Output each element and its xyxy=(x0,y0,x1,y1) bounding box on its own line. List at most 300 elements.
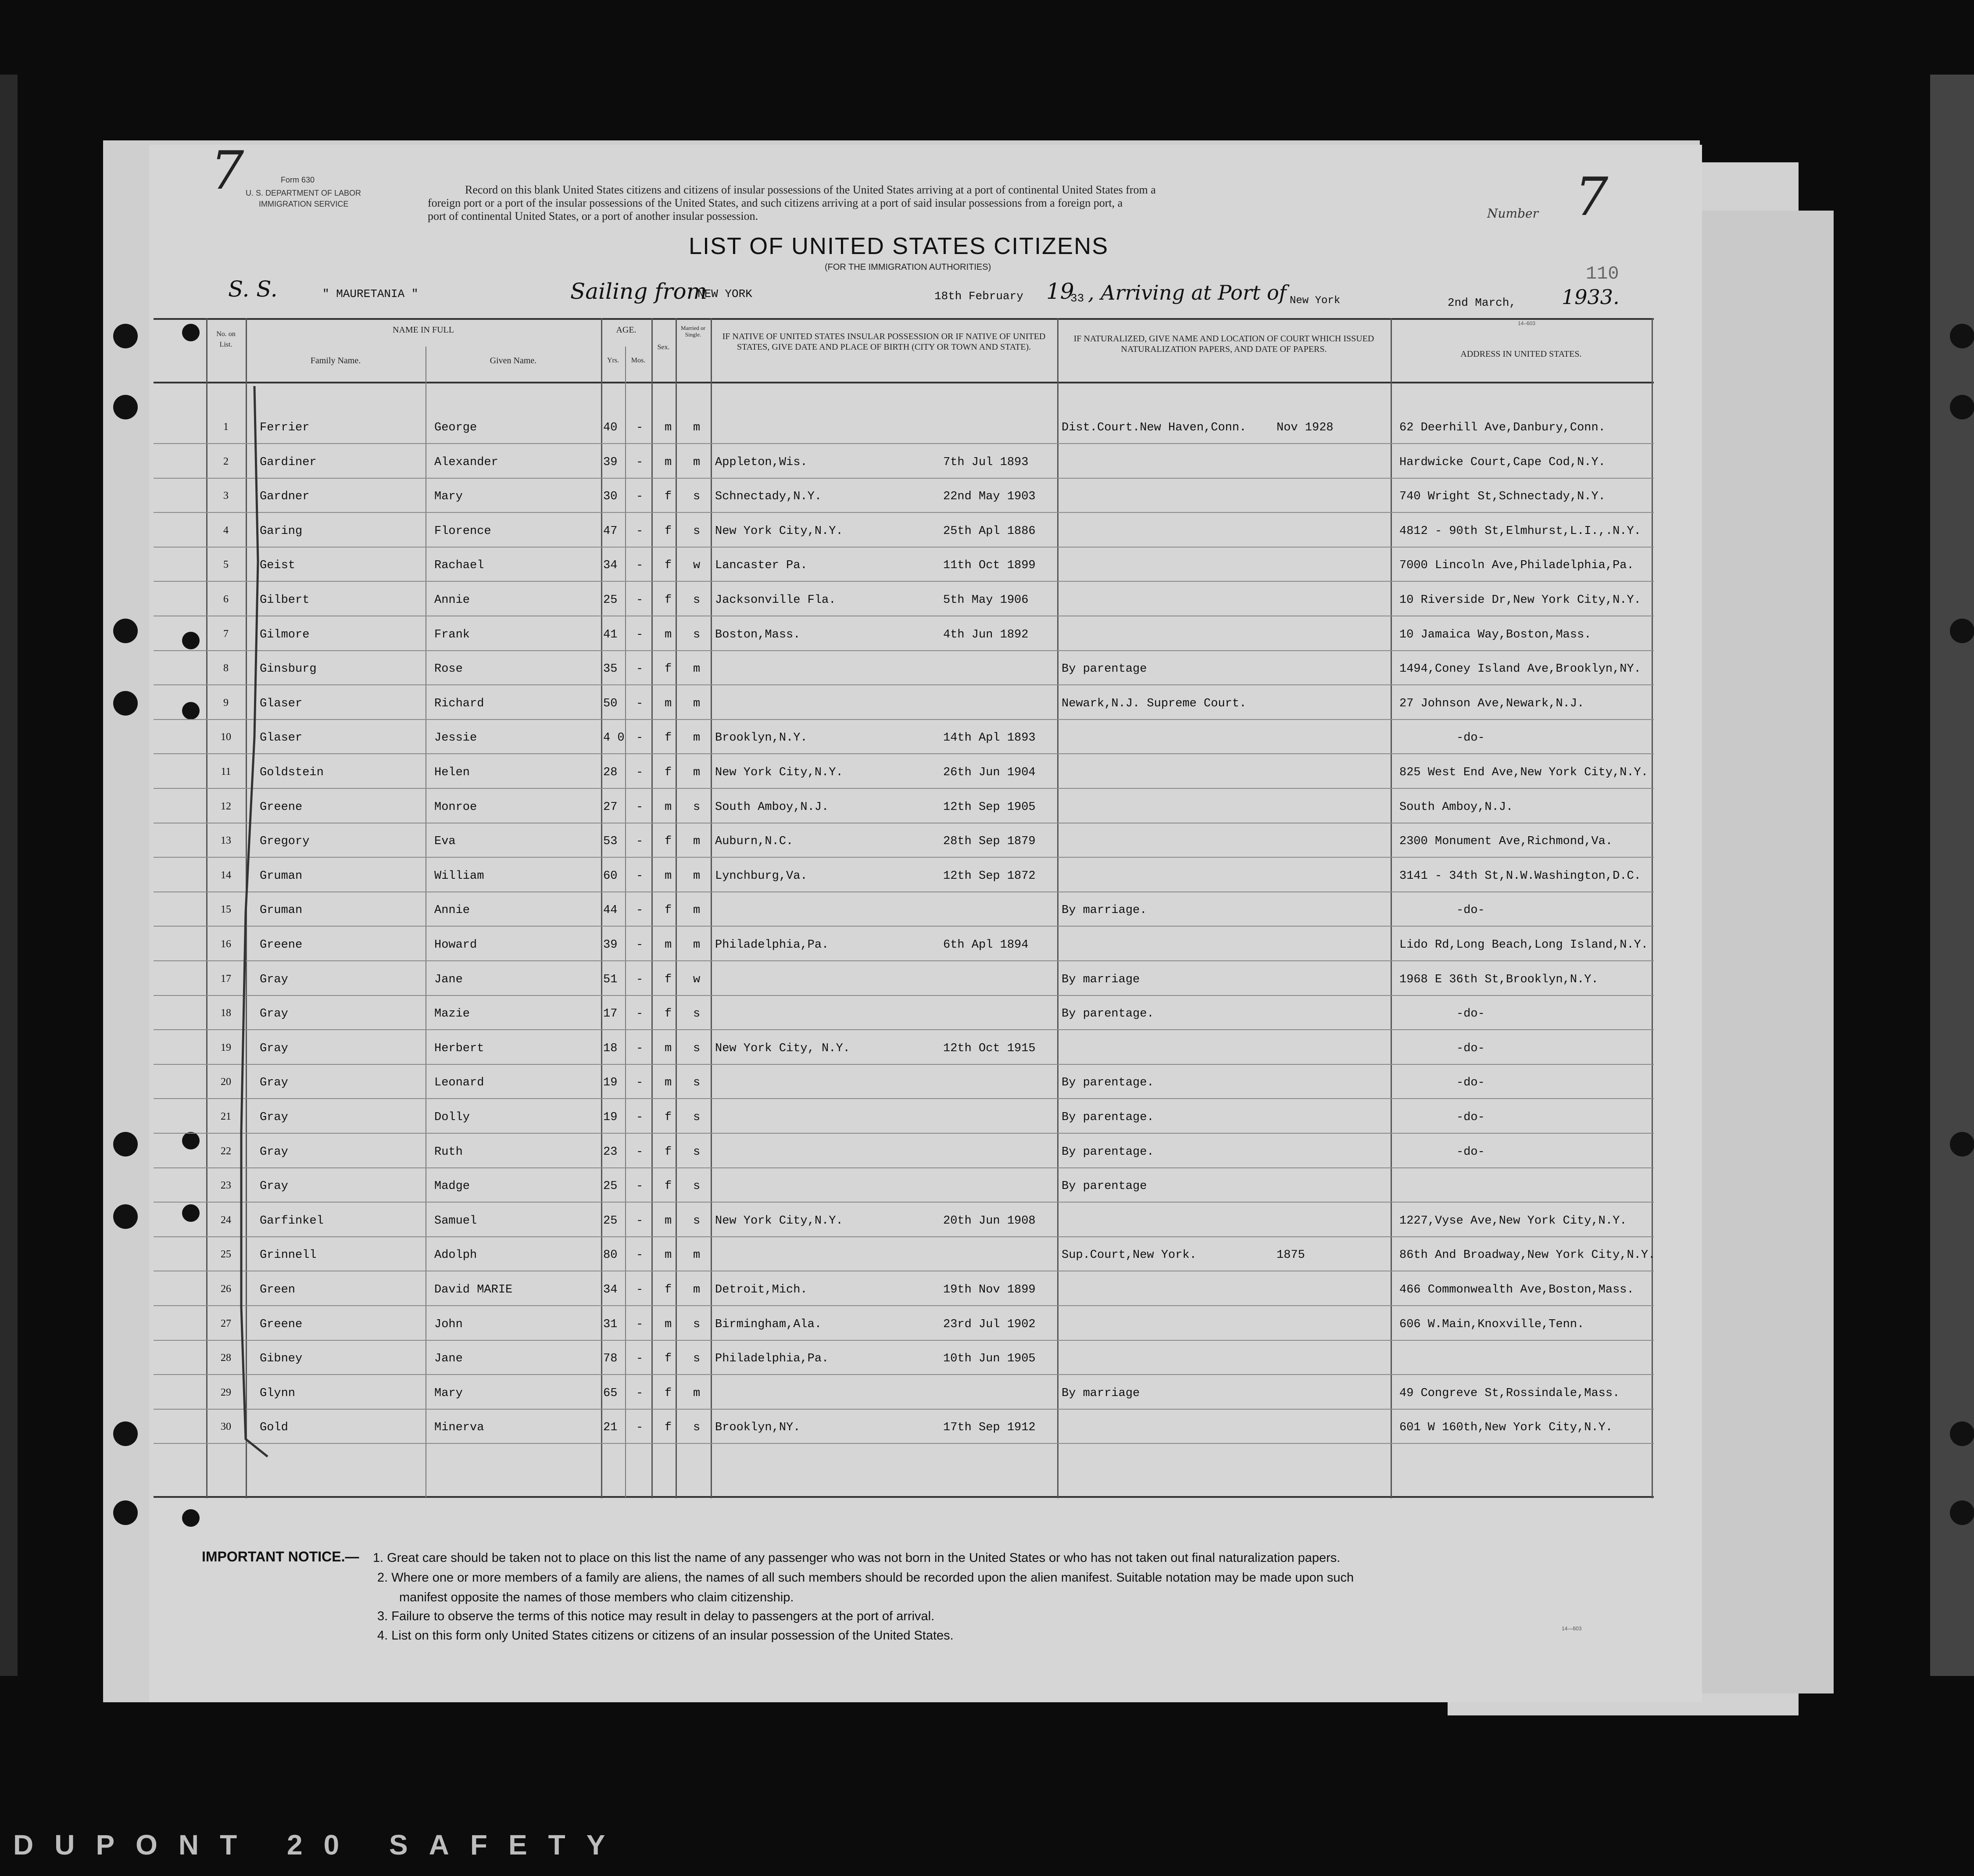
birth-place: Jacksonville Fla. xyxy=(715,594,836,607)
address: 825 West End Ave,New York City,N.Y. xyxy=(1399,766,1649,779)
arrival-date: 2nd March, xyxy=(1448,296,1516,309)
family-name: Green xyxy=(260,1283,296,1296)
family-name: Gray xyxy=(260,1076,288,1090)
birth-place: South Amboy,N.J. xyxy=(715,800,829,814)
marital-status: s xyxy=(693,1076,701,1090)
row-number: 8 xyxy=(223,662,229,674)
age-months: - xyxy=(636,1317,644,1331)
family-name: Gray xyxy=(260,1007,288,1021)
table-row xyxy=(154,581,1654,582)
row-number: 7 xyxy=(223,628,229,640)
given-name: Madge xyxy=(434,1180,470,1193)
ship-name: " MAURETANIA " xyxy=(322,287,418,301)
notice-item: 4. List on this form only United States citizens or citizens of an insular possession of the United States. xyxy=(377,1629,954,1643)
naturalization: By parentage. xyxy=(1062,1145,1154,1159)
sex: f xyxy=(665,766,672,779)
marital-status: m xyxy=(693,421,701,434)
marital-status: w xyxy=(693,973,701,986)
marital-status: s xyxy=(693,1180,701,1193)
address: 1494,Coney Island Ave,Brooklyn,NY. xyxy=(1399,662,1641,676)
row-number: 24 xyxy=(221,1214,231,1226)
age-months: - xyxy=(636,490,644,504)
marital-status: m xyxy=(693,938,701,952)
birth-place: New York City,N.Y. xyxy=(715,524,843,538)
table-row xyxy=(154,650,1654,651)
table-row xyxy=(154,443,1654,444)
notice-item: 2. Where one or more members of a family are aliens, the names of all such members should be recorded upon the alien manifest. Suitable notation may be made upon such xyxy=(377,1571,1354,1585)
row-number: 20 xyxy=(221,1076,231,1088)
birth-date: 12th Sep 1872 xyxy=(943,869,1036,883)
family-name: Gilmore xyxy=(260,628,310,641)
column-divider xyxy=(625,347,626,1498)
header-family-name: Family Name. xyxy=(310,356,361,365)
family-name: Gruman xyxy=(260,904,303,917)
row-number: 2 xyxy=(223,455,229,467)
notice-item: 3. Failure to observe the terms of this notice may result in delay to passengers at the port of arrival. xyxy=(377,1609,935,1623)
family-name: Gray xyxy=(260,1180,288,1193)
punch-hole xyxy=(1950,1132,1974,1156)
sex: m xyxy=(665,800,672,814)
header-months: Mos. xyxy=(631,357,646,364)
margin-pen-line xyxy=(193,386,281,1465)
punch-hole xyxy=(113,1204,138,1229)
marital-status: m xyxy=(693,766,701,779)
family-name: Gruman xyxy=(260,869,303,883)
document-page-front xyxy=(149,145,1702,1702)
row-number: 28 xyxy=(221,1352,231,1364)
punch-hole xyxy=(182,1509,200,1527)
row-number: 27 xyxy=(221,1317,231,1329)
marital-status: s xyxy=(693,1007,701,1021)
table-row xyxy=(154,512,1654,513)
family-name: Goldstein xyxy=(260,766,324,779)
age-years: 19 xyxy=(603,1111,618,1124)
given-name: Helen xyxy=(434,766,470,779)
notice-label: IMPORTANT NOTICE.— xyxy=(202,1549,359,1565)
sex: f xyxy=(665,1007,672,1021)
row-number: 30 xyxy=(221,1421,231,1433)
sex: m xyxy=(665,1042,672,1055)
marital-status: s xyxy=(693,628,701,641)
instruction-line: Record on this blank United States citizens and citizens of insular possessions of the United States arriving at a port of continental United States from a xyxy=(465,183,1156,196)
age-months: - xyxy=(636,662,644,676)
birth-date: 12th Sep 1905 xyxy=(943,800,1036,814)
age-months: - xyxy=(636,1249,644,1262)
age-years: 53 xyxy=(603,835,618,848)
age-years: 21 xyxy=(603,1421,618,1435)
sex: m xyxy=(665,628,672,641)
age-years: 28 xyxy=(603,766,618,779)
birth-place: Boston,Mass. xyxy=(715,628,801,641)
table-row xyxy=(154,1305,1654,1306)
header-name-in-full: NAME IN FULL xyxy=(393,325,454,335)
sex: f xyxy=(665,1386,672,1400)
row-number: 22 xyxy=(221,1145,231,1157)
sex: f xyxy=(665,731,672,745)
birth-date: 25th Apl 1886 xyxy=(943,524,1036,538)
number-label: Number xyxy=(1487,206,1538,221)
column-divider xyxy=(1057,318,1059,1498)
given-name: Mary xyxy=(434,490,463,504)
arrival-port: New York xyxy=(1290,295,1341,307)
sex: f xyxy=(665,1145,672,1159)
given-name: Mary xyxy=(434,1386,463,1400)
address: 62 Deerhill Ave,Danbury,Conn. xyxy=(1399,421,1606,434)
given-name: Leonard xyxy=(434,1076,484,1090)
age-months: - xyxy=(636,731,644,745)
address: -do- xyxy=(1456,904,1485,917)
row-number: 21 xyxy=(221,1111,231,1122)
column-divider xyxy=(1391,318,1392,1498)
row-number: 10 xyxy=(221,731,231,743)
birth-place: Auburn,N.C. xyxy=(715,835,794,848)
age-years: 34 xyxy=(603,559,618,573)
table-row xyxy=(154,1064,1654,1065)
sex: m xyxy=(665,869,672,883)
naturalization: By parentage xyxy=(1062,1180,1147,1193)
birth-date: 22nd May 1903 xyxy=(943,490,1036,504)
given-name: William xyxy=(434,869,484,883)
family-name: Gray xyxy=(260,1042,288,1055)
marital-status: s xyxy=(693,1214,701,1228)
marital-status: m xyxy=(693,1249,701,1262)
sex: m xyxy=(665,938,672,952)
given-name: Monroe xyxy=(434,800,477,814)
sex: f xyxy=(665,904,672,917)
naturalization-date: 1875 xyxy=(1277,1249,1305,1262)
age-years: 65 xyxy=(603,1386,618,1400)
row-number: 23 xyxy=(221,1180,231,1192)
given-name: Alexander xyxy=(434,455,498,469)
column-divider xyxy=(1652,318,1653,1498)
punch-hole xyxy=(1950,1500,1974,1525)
table-header-rule xyxy=(154,382,1654,383)
age-years: 80 xyxy=(603,1249,618,1262)
table-row xyxy=(154,1236,1654,1237)
marital-status: s xyxy=(693,490,701,504)
table-row xyxy=(154,1374,1654,1375)
birth-date: 10th Jun 1905 xyxy=(943,1352,1036,1366)
table-row xyxy=(154,926,1654,927)
age-years: 41 xyxy=(603,628,618,641)
table-row xyxy=(154,1443,1654,1444)
table-top-rule xyxy=(154,318,1654,320)
age-years: 19 xyxy=(603,1076,618,1090)
family-name: Geist xyxy=(260,559,296,573)
birth-date: 28th Sep 1879 xyxy=(943,835,1036,848)
row-number: 12 xyxy=(221,800,231,812)
address: -do- xyxy=(1456,1111,1485,1124)
age-years: 39 xyxy=(603,455,618,469)
age-months: - xyxy=(636,1214,644,1228)
age-years: 47 xyxy=(603,524,618,538)
age-months: - xyxy=(636,421,644,434)
row-number: 4 xyxy=(223,524,229,536)
given-name: Rose xyxy=(434,662,463,676)
birth-place: Detroit,Mich. xyxy=(715,1283,808,1296)
given-name: David MARIE xyxy=(434,1283,513,1296)
marital-status: s xyxy=(693,1042,701,1055)
film-edge xyxy=(0,1803,1974,1876)
family-name: Ginsburg xyxy=(260,662,317,676)
birth-date: 26th Jun 1904 xyxy=(943,766,1036,779)
address: 606 W.Main,Knoxville,Tenn. xyxy=(1399,1317,1584,1331)
arrival-year: 1933. xyxy=(1562,285,1620,309)
age-months: - xyxy=(636,455,644,469)
marital-status: s xyxy=(693,1145,701,1159)
sex: f xyxy=(665,524,672,538)
family-name: Gardner xyxy=(260,490,310,504)
punch-hole xyxy=(113,1500,138,1525)
footer-code: 14—603 xyxy=(1562,1625,1582,1632)
table-row xyxy=(154,1409,1654,1410)
header-no-on-list: No. on List. xyxy=(216,330,236,348)
punch-hole xyxy=(113,619,138,643)
given-name: Herbert xyxy=(434,1042,484,1055)
age-years: 31 xyxy=(603,1317,618,1331)
age-years: 27 xyxy=(603,800,618,814)
age-years: 25 xyxy=(603,1180,618,1193)
marital-status: m xyxy=(693,1386,701,1400)
table-row xyxy=(154,1098,1654,1099)
punch-hole xyxy=(113,1421,138,1446)
sex: m xyxy=(665,1214,672,1228)
given-name: Adolph xyxy=(434,1249,477,1262)
age-years: 25 xyxy=(603,594,618,607)
table-row xyxy=(154,1133,1654,1134)
address: 86th And Broadway,New York City,N.Y. xyxy=(1399,1249,1656,1262)
family-name: Garing xyxy=(260,524,303,538)
age-months: - xyxy=(636,1111,644,1124)
table-row xyxy=(154,684,1654,685)
row-number: 29 xyxy=(221,1386,231,1398)
marital-status: m xyxy=(693,455,701,469)
age-years: 39 xyxy=(603,938,618,952)
address: 27 Johnson Ave,Newark,N.J. xyxy=(1399,697,1584,710)
sex: f xyxy=(665,1111,672,1124)
age-years: 17 xyxy=(603,1007,618,1021)
sex: m xyxy=(665,421,672,434)
header-age: AGE. xyxy=(616,325,637,335)
address: -do- xyxy=(1456,1042,1485,1055)
header-naturalized: IF NATURALIZED, GIVE NAME AND LOCATION OF COURT WHICH ISSUED NATURALIZATION PAPERS, AND DATE OF PAPERS. xyxy=(1073,334,1374,354)
row-number: 18 xyxy=(221,1007,231,1019)
row-number: 13 xyxy=(221,835,231,847)
age-months: - xyxy=(636,1145,644,1159)
naturalization: By marriage xyxy=(1062,973,1140,986)
age-months: - xyxy=(636,800,644,814)
age-months: - xyxy=(636,524,644,538)
sex: m xyxy=(665,1317,672,1331)
departure-date: 18th February xyxy=(934,290,1023,303)
row-number: 6 xyxy=(223,594,229,605)
header-birth: IF NATIVE OF UNITED STATES INSULAR POSSESSION OR IF NATIVE OF UNITED STATES, GIVE DATE AND PLACE OF BIRTH (CITY OR TOWN AND STATE). xyxy=(722,332,1046,352)
naturalization: By parentage xyxy=(1062,662,1147,676)
given-name: Annie xyxy=(434,594,470,607)
family-name: Greene xyxy=(260,800,303,814)
given-name: Florence xyxy=(434,524,491,538)
birth-date: 11th Oct 1899 xyxy=(943,559,1036,573)
age-months: - xyxy=(636,1180,644,1193)
marital-status: s xyxy=(693,1421,701,1435)
given-name: Jane xyxy=(434,1352,463,1366)
marital-status: w xyxy=(693,559,701,573)
table-row xyxy=(154,719,1654,720)
naturalization: Sup.Court,New York. xyxy=(1062,1249,1197,1262)
row-number: 26 xyxy=(221,1283,231,1295)
birth-place: Philadelphia,Pa. xyxy=(715,938,829,952)
family-name: Gibney xyxy=(260,1352,303,1366)
given-name: Richard xyxy=(434,697,484,710)
family-name: Gilbert xyxy=(260,594,310,607)
age-months: - xyxy=(636,628,644,641)
page-title: LIST OF UNITED STATES CITIZENS xyxy=(689,233,1109,259)
age-years: 50 xyxy=(603,697,618,710)
header-given-name: Given Name. xyxy=(490,356,537,365)
birth-date: 17th Sep 1912 xyxy=(943,1421,1036,1435)
table-row xyxy=(154,547,1654,548)
family-name: Grinnell xyxy=(260,1249,317,1262)
table-row xyxy=(154,1340,1654,1341)
arriving-label: , Arriving at Port of xyxy=(1088,281,1287,304)
row-number: 15 xyxy=(221,904,231,916)
marital-status: m xyxy=(693,662,701,676)
table-row xyxy=(154,788,1654,789)
sex: f xyxy=(665,559,672,573)
film-strip-left xyxy=(0,75,18,1676)
naturalization: By parentage. xyxy=(1062,1007,1154,1021)
instruction-line: port of continental United States, or a port of another insular possession. xyxy=(428,210,758,222)
age-months: - xyxy=(636,1076,644,1090)
given-name: Jane xyxy=(434,973,463,986)
given-name: Jessie xyxy=(434,731,477,745)
table-row xyxy=(154,753,1654,754)
birth-place: New York City, N.Y. xyxy=(715,1042,850,1055)
table-row xyxy=(154,891,1654,892)
birth-place: Lynchburg,Va. xyxy=(715,869,808,883)
age-months: - xyxy=(636,559,644,573)
back-sheet-edge xyxy=(1693,211,1834,1693)
sex: f xyxy=(665,594,672,607)
row-number: 3 xyxy=(223,490,229,502)
header-years: Yrs. xyxy=(607,357,619,364)
year-suffix: 33 xyxy=(1070,292,1084,305)
punch-hole xyxy=(1950,1421,1974,1446)
naturalization: By marriage xyxy=(1062,1386,1140,1400)
instruction-line: foreign port or a port of the insular possessions of the United States, and such citizens arriving at a port of said insular possessions from a foreign port, a xyxy=(428,197,1123,209)
age-months: - xyxy=(636,1283,644,1296)
table-row xyxy=(154,857,1654,858)
naturalization-date: Nov 1928 xyxy=(1277,421,1334,434)
address: 10 Jamaica Way,Boston,Mass. xyxy=(1399,628,1591,641)
address: 601 W 160th,New York City,N.Y. xyxy=(1399,1421,1613,1435)
age-months: - xyxy=(636,697,644,710)
table-row xyxy=(154,478,1654,479)
family-name: Greene xyxy=(260,1317,303,1331)
birth-date: 23rd Jul 1902 xyxy=(943,1317,1036,1331)
address: 4812 - 90th St,Elmhurst,L.I.,.N.Y. xyxy=(1399,524,1641,538)
table-bottom-rule xyxy=(154,1496,1654,1498)
birth-date: 4th Jun 1892 xyxy=(943,628,1029,641)
family-name: Gray xyxy=(260,1145,288,1159)
punch-hole xyxy=(113,691,138,716)
marital-status: m xyxy=(693,731,701,745)
birth-date: 20th Jun 1908 xyxy=(943,1214,1036,1228)
age-years: 18 xyxy=(603,1042,618,1055)
address: 7000 Lincoln Ave,Philadelphia,Pa. xyxy=(1399,559,1634,573)
naturalization: By parentage. xyxy=(1062,1111,1154,1124)
marital-status: s xyxy=(693,594,701,607)
given-name: Eva xyxy=(434,835,456,848)
age-months: - xyxy=(636,1042,644,1055)
family-name: Gardiner xyxy=(260,455,317,469)
birth-place: Birmingham,Ala. xyxy=(715,1317,822,1331)
sex: f xyxy=(665,662,672,676)
sex: f xyxy=(665,973,672,986)
year-prefix: 19 xyxy=(1046,279,1074,304)
departure-port: NEW YORK xyxy=(697,287,752,301)
column-divider xyxy=(711,318,712,1498)
address: Hardwicke Court,Cape Cod,N.Y. xyxy=(1399,455,1606,469)
naturalization: Newark,N.J. Supreme Court. xyxy=(1062,697,1247,710)
notice-item: 1. Great care should be taken not to place on this list the name of any passenger who was not born in the United States or who has not taken out final naturalization papers. xyxy=(373,1551,1341,1565)
age-months: - xyxy=(636,594,644,607)
notice-item: manifest opposite the names of those members who claim citizenship. xyxy=(399,1590,794,1604)
birth-date: 12th Oct 1915 xyxy=(943,1042,1036,1055)
birth-place: Brooklyn,N.Y. xyxy=(715,731,808,745)
given-name: Minerva xyxy=(434,1421,484,1435)
marital-status: s xyxy=(693,1352,701,1366)
punch-hole xyxy=(182,324,200,341)
age-years: 23 xyxy=(603,1145,618,1159)
given-name: Ruth xyxy=(434,1145,463,1159)
birth-place: New York City,N.Y. xyxy=(715,766,843,779)
ss-label: S. S. xyxy=(228,276,278,302)
age-years: 44 xyxy=(603,904,618,917)
given-name: Rachael xyxy=(434,559,484,573)
address: -do- xyxy=(1456,731,1485,745)
family-name: Gold xyxy=(260,1421,288,1435)
sex: f xyxy=(665,1421,672,1435)
age-years: 35 xyxy=(603,662,618,676)
family-name: Glaser xyxy=(260,697,303,710)
given-name: Samuel xyxy=(434,1214,477,1228)
age-months: - xyxy=(636,973,644,986)
handwritten-sheet-number: 7 xyxy=(211,140,244,201)
birth-date: 14th Apl 1893 xyxy=(943,731,1036,745)
sex: m xyxy=(665,697,672,710)
punch-hole xyxy=(113,1132,138,1156)
form-number: Form 630 xyxy=(281,175,315,184)
age-months: - xyxy=(636,1352,644,1366)
header-married-single: Married or Single. xyxy=(681,325,705,338)
punch-hole xyxy=(1950,619,1974,643)
address: South Amboy,N.J. xyxy=(1399,800,1513,814)
birth-date: 6th Apl 1894 xyxy=(943,938,1029,952)
row-number: 19 xyxy=(221,1042,231,1053)
sex: m xyxy=(665,1076,672,1090)
age-years: 60 xyxy=(603,869,618,883)
column-divider xyxy=(651,318,653,1498)
marital-status: s xyxy=(693,524,701,538)
family-name: Greene xyxy=(260,938,303,952)
age-years: 40 xyxy=(603,421,618,434)
marital-status: m xyxy=(693,1283,701,1296)
row-number: 5 xyxy=(223,559,229,571)
given-name: John xyxy=(434,1317,463,1331)
sex: f xyxy=(665,1180,672,1193)
birth-place: Schnectady,N.Y. xyxy=(715,490,822,504)
